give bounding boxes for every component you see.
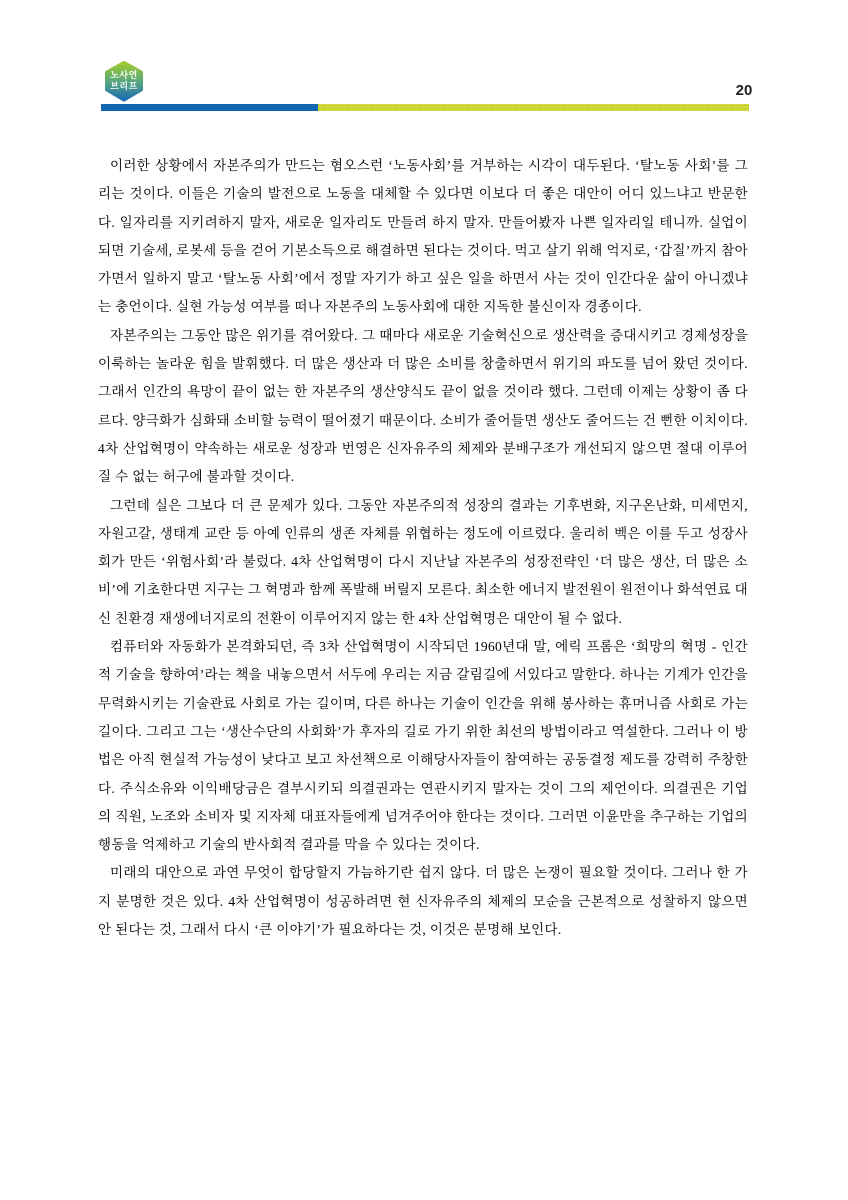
- header-rule-blue-segment: [101, 104, 318, 111]
- paragraph: 그런데 실은 그보다 더 큰 문제가 있다. 그동안 자본주의적 성장의 결과는 기후변화, 지구온난화, 미세먼지, 자원고갈, 생태계 교란 등 아예 인류의 생존 자체를 위협하는 정도에 이르렀다. 울리히 벡은 이를 두고 성장사회가 만든 ‘위험사회’라 불렀다. 4차 산업혁명이 다시 지난날 자본주의 성장전략인 ‘더 많은 생산, 더 많은 소비’에 기초한다면 지구는 그 혁명과 함께 폭발해 버릴지 모른다. 최소한 에너지 발전원이 원전이나 화석연료 대신 친환경 재생에너지로의 전환이 이루어지지 않는 한 4차 산업혁명은 대안이 될 수 없다.: [98, 497, 748, 626]
- header-rule-green-segment: [318, 104, 749, 111]
- paragraph: 미래의 대안으로 과연 무엇이 합당할지 가늠하기란 쉽지 않다. 더 많은 논쟁이 필요할 것이다. 그러나 한 가지 분명한 것은 있다. 4차 산업혁명이 성공하려면 현 신자유주의 체제의 모순을 근본적으로 성찰하지 않으면 안 된다는 것, 그래서 다시 ‘큰 이야기’가 필요하다는 것, 이것은 분명해 보인다.: [98, 865, 748, 938]
- page-number: 20: [735, 82, 753, 99]
- paragraph: 컴퓨터와 자동화가 본격화되던, 즉 3차 산업혁명이 시작되던 1960년대 말, 에릭 프롬은 ‘희망의 혁명 - 인간적 기술을 향하여’라는 책을 내놓으면서 서두에 우리는 지금 갈림길에 서있다고 말한다. 하나는 기계가 인간을 무력화시키는 기술관료 사회로 가는 길이며, 다른 하나는 기술이 인간을 위해 봉사하는 휴머니즘 사회로 가는 길이다. 그리고 그는 ‘생산수단의 사회화’가 후자의 길로 가기 위한 최선의 방법이라고 역설한다. 그러나 이 방법은 아직 현실적 가능성이 낮다고 보고 차선책으로 이해당사자들이 참여하는 공동결정 제도를 강력히 주창한다. 주식소유와 이익배당금은 결부시키되 의결권과는 연관시키지 말자는 것이 그의 제언이다. 의결권은 기업의 직원, 노조와 소비자 및 지자체 대표자들에게 넘겨주어야 한다는 것이다. 그러면 이윤만을 추구하는 기업의 행동을 억제하고 기술의 반사회적 결과를 막을 수 있다는 것이다.: [98, 639, 748, 853]
- paragraph: 자본주의는 그동안 많은 위기를 겪어왔다. 그 때마다 새로운 기술혁신으로 생산력을 증대시키고 경제성장을 이룩하는 놀라운 힘을 발휘했다. 더 많은 생산과 더 많은 소비를 창출하면서 위기의 파도를 넘어 왔던 것이다. 그래서 인간의 욕망이 끝이 없는 한 자본주의 생산양식도 끝이 없을 것이라 했다. 그런데 이제는 상황이 좀 다르다. 양극화가 심화돼 소비할 능력이 떨어졌기 때문이다. 소비가 줄어들면 생산도 줄어드는 건 뻔한 이치이다. 4차 산업혁명이 약속하는 새로운 성장과 번영은 신자유주의 체제와 분배구조가 개선되지 않으면 절대 이루어질 수 없는 허구에 불과할 것이다.: [98, 327, 748, 485]
- logo-text-line2: 브리프: [110, 81, 138, 91]
- paragraph: 이러한 상황에서 자본주의가 만드는 혐오스런 ‘노동사회’를 거부하는 시각이 대두된다. ‘탈노동 사회’를 그리는 것이다. 이들은 기술의 발전으로 노동을 대체할 수 있다면 이보다 더 좋은 대안이 어디 있느냐고 반문한다. 일자리를 지키려하지 말자, 새로운 일자리도 만들려 하지 말자. 만들어봤자 나쁜 일자리일 테니까. 실업이 되면 기술세, 로봇세 등을 걷어 기본소득으로 해결하면 된다는 것이다. 먹고 살기 위해 억지로, ‘갑질’까지 참아가면서 일하지 말고 ‘탈노동 사회’에서 정말 자기가 하고 싶은 일을 하면서 사는 것이 인간다운 삶이 아니겠냐는 충언이다. 실현 가능성 여부를 떠나 자본주의 노동사회에 대한 지독한 불신이자 경종이다.: [98, 158, 748, 315]
- hexagon-logo-icon: [103, 60, 145, 102]
- header-rule: [101, 104, 749, 111]
- logo-text-line1: 노사연: [110, 70, 138, 80]
- body-text: [98, 152, 748, 944]
- brief-logo: [103, 60, 145, 102]
